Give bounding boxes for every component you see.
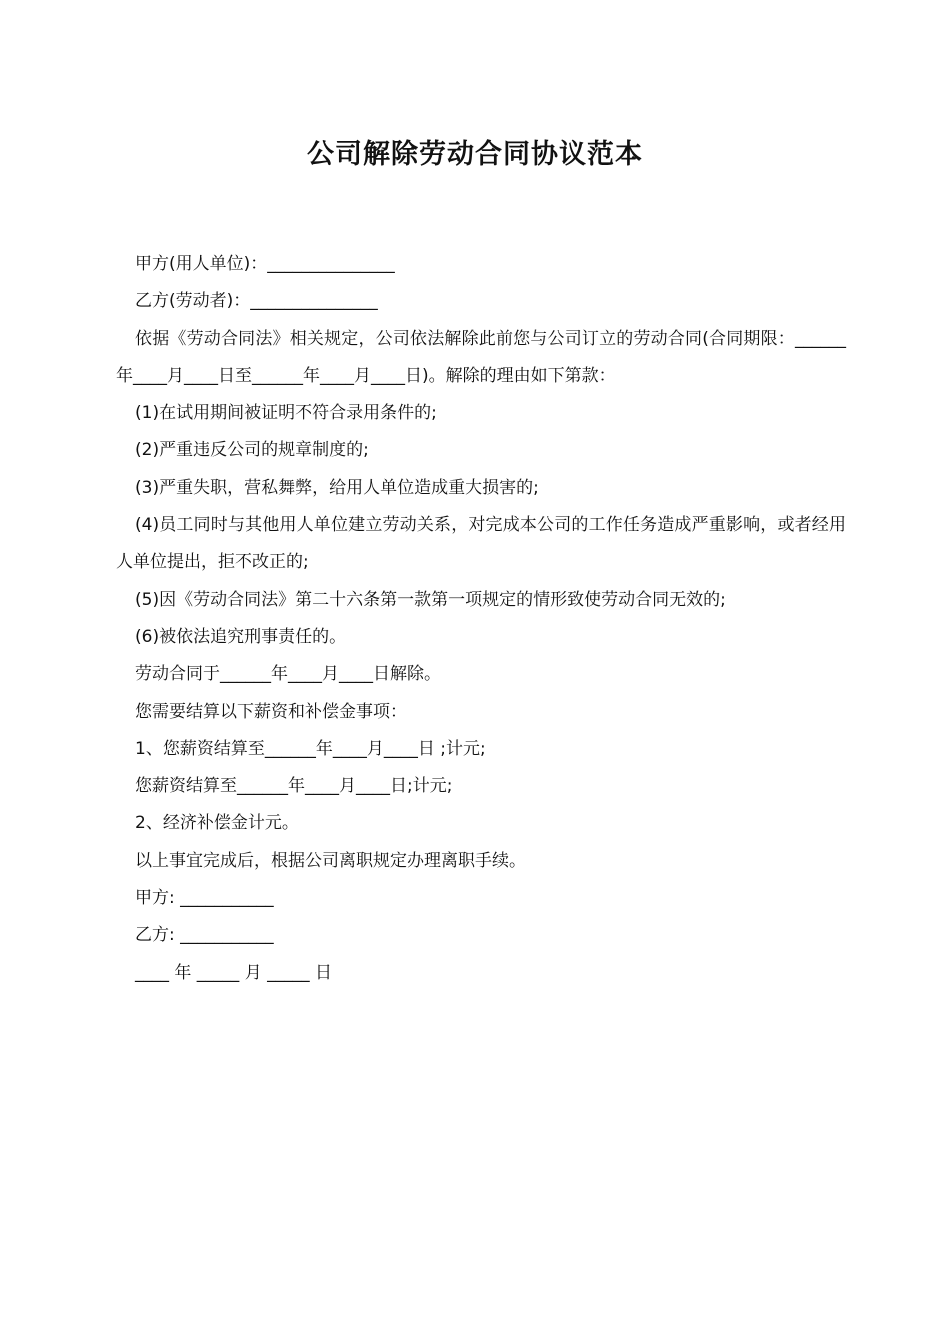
settlement-intro: 您需要结算以下薪资和补偿金事项： <box>135 701 407 722</box>
signature-date: ____ 年 _____ 月 _____ 日 <box>135 962 333 983</box>
termination-date-line: 劳动合同于______年____月____日解除。 <box>135 664 441 685</box>
document-body <box>116 246 846 992</box>
signature-party-a: 甲方: ___________ <box>135 888 274 909</box>
closing-line: 以上事宜完成后，根据公司离职规定办理离职手续。 <box>135 850 526 871</box>
reason-item: (2)严重违反公司的规章制度的; <box>135 440 369 461</box>
settlement-item: 2、经济补偿金计元。 <box>135 813 299 834</box>
document-title: 公司解除劳动合同协议范本 <box>307 139 643 170</box>
reason-item: (5)因《劳动合同法》第二十六条第一款第一项规定的情形致使劳动合同无效的; <box>135 589 726 610</box>
reason-item: (3)严重失职，营私舞弊，给用人单位造成重大损害的; <box>135 477 539 498</box>
reason-item: (4)员工同时与其他用人单位建立劳动关系，对完成本公司的工作任务造成严重影响，或者经用人单位提出，拒不改正的; <box>116 515 846 573</box>
settlement-item: 您薪资结算至______年____月____日;计元; <box>135 776 453 797</box>
settlement-item: 1、您薪资结算至______年____月____日 ;计元; <box>135 738 486 759</box>
intro-paragraph: 依据《劳动合同法》相关规定，公司依法解除此前您与公司订立的劳动合同(合同期限：______年____月____日至______年____月____日)。解除的理由如下第款： <box>116 328 846 386</box>
party-a-line: 甲方(用人单位)：_______________ <box>135 254 395 274</box>
party-b-line: 乙方(劳动者)：_______________ <box>135 291 378 312</box>
reason-item: (1)在试用期间被证明不符合录用条件的; <box>135 403 437 424</box>
reason-item: (6)被依法追究刑事责任的。 <box>135 626 347 647</box>
signature-party-b: 乙方: ___________ <box>135 925 274 946</box>
